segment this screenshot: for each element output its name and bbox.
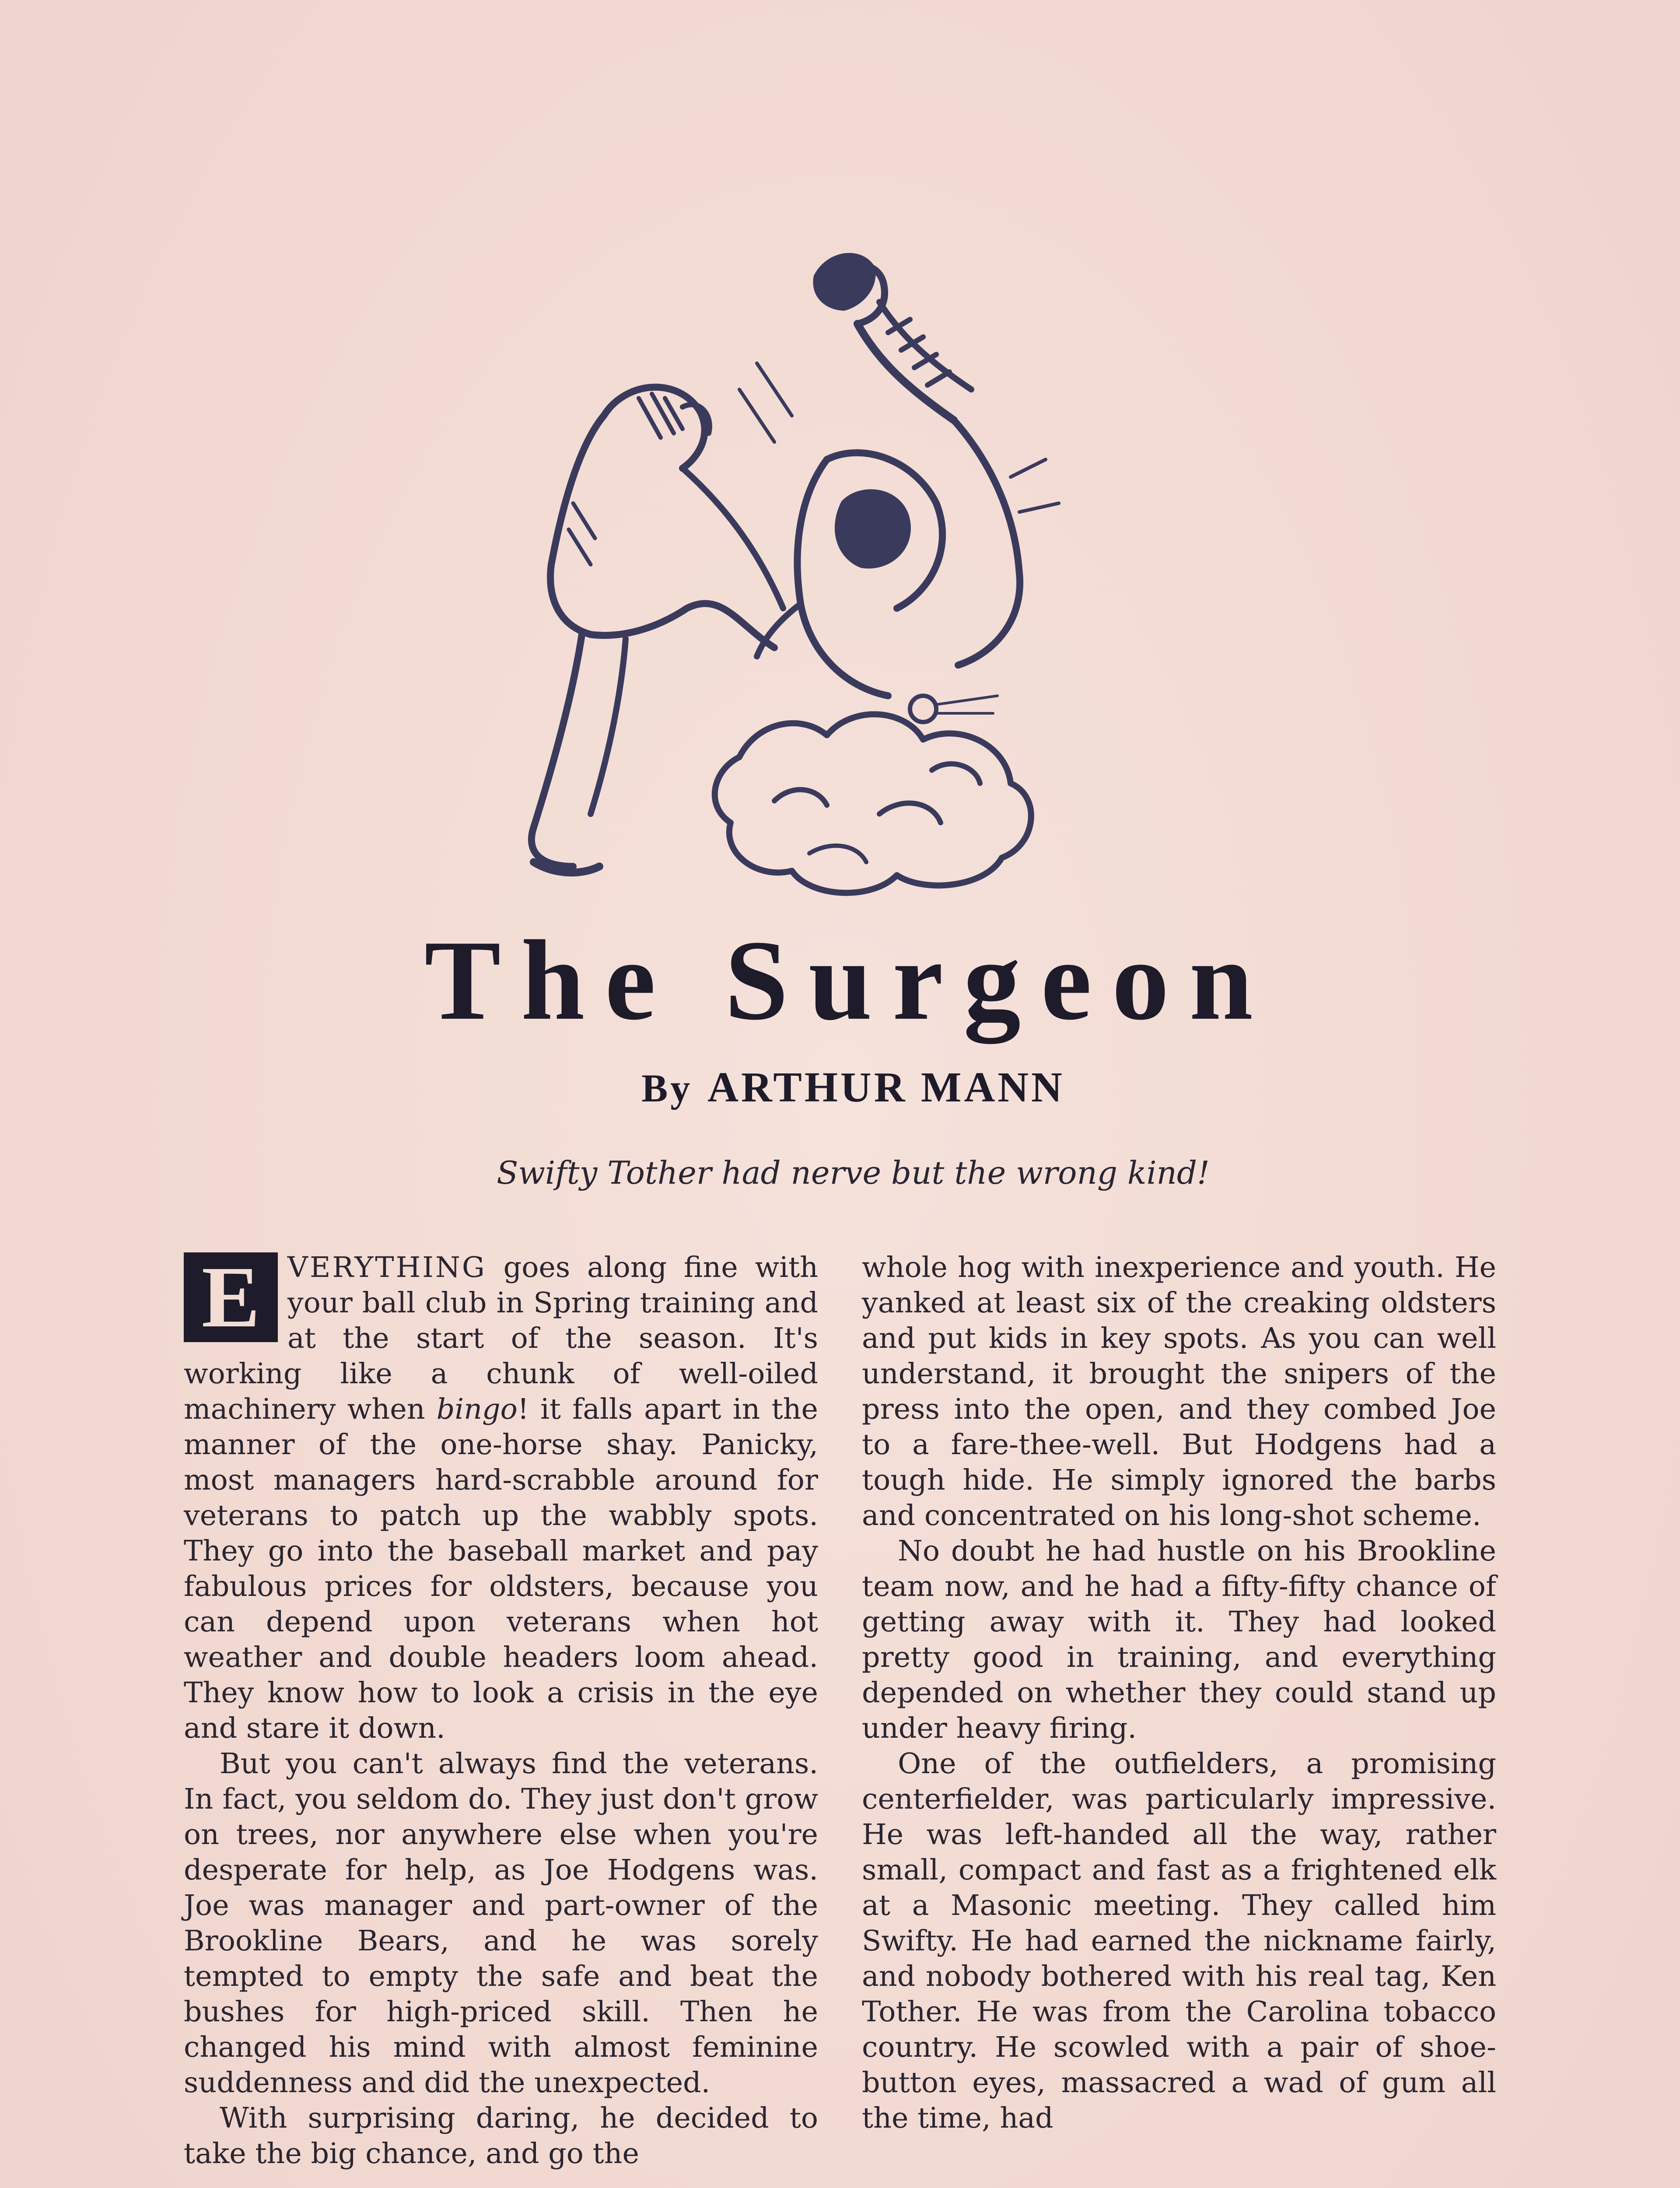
paragraph-text: goes along fine with your ball club in Spring training and at the start of the season. It's working like a chunk of well-oiled machinery when [184, 1251, 818, 1426]
opening-word: VERYTHING [287, 1251, 486, 1284]
byline [542, 1059, 1164, 1116]
paragraph: With surprising daring, he decided to take the big chance, and go the [184, 2102, 818, 2170]
article-title: The Surgeon [424, 917, 1273, 1044]
article-subtitle: Swifty Tother had nerve but the wrong kind! [497, 1154, 1210, 1191]
drop-cap: E [184, 1252, 278, 1342]
paragraph-text: ! it falls apart in the manner of the one-horse shay. Panicky, most managers hard-scrabble around for veterans to patch up the wabbly spots. They go into the baseball market and pay fabulous prices for oldsters, because you can depend upon veterans when hot weather and double headers loom ahead. They know how to look a crisis in the eye and stare it down. [184, 1393, 818, 1745]
author-name: ARTHUR MANN [707, 1064, 1065, 1111]
paragraph: whole hog with inexperience and youth. He yanked at least six of the creaking oldsters and put kids in key spots. As you can well understand, it brought the snipers of the press into the open, and they combed Joe to a fare-thee-well. But Hodgens had a tough hide. He simply ignored the barbs and concentrated on his long-shot scheme. [862, 1251, 1496, 1532]
italic-word: bingo [436, 1393, 518, 1426]
paragraph [184, 1250, 818, 1746]
paragraph: One of the outfielders, a promising centerfielder, was particularly impressive. He was left-handed all the way, rather small, compact and fast as a frightened elk at a Masonic meeting. They called him Swifty. He had earned the nickname fairly, and nobody bothered with his real tag, Ken Tother. He was from the Carolina tobacco country. He scowled with a pair of shoe-button eyes, massacred a wad of gum all the time, had [862, 1747, 1496, 2135]
right-column [862, 1250, 1496, 2136]
byline-prefix: By [641, 1067, 693, 1110]
left-column [184, 1250, 818, 2171]
paragraph: But you can't always find the veterans. In fact, you seldom do. They just don't grow on trees, nor anywhere else when you're desperate for help, as Joe Hodgens was. Joe was manager and part-owner of the Brookline Bears, and he was sorely tempted to empty the safe and beat the bushes for high-priced skill. Then he changed his mind with almost feminine suddenness and did the unexpected. [184, 1747, 818, 2099]
paragraph: No doubt he had hustle on his Brookline team now, and he had a fifty-fifty chance of getting away with it. They had looked pretty good in training, and everything depended on whether they could stand up under heavy firing. [862, 1535, 1496, 1745]
baseball-slide-illustration [494, 232, 1133, 915]
